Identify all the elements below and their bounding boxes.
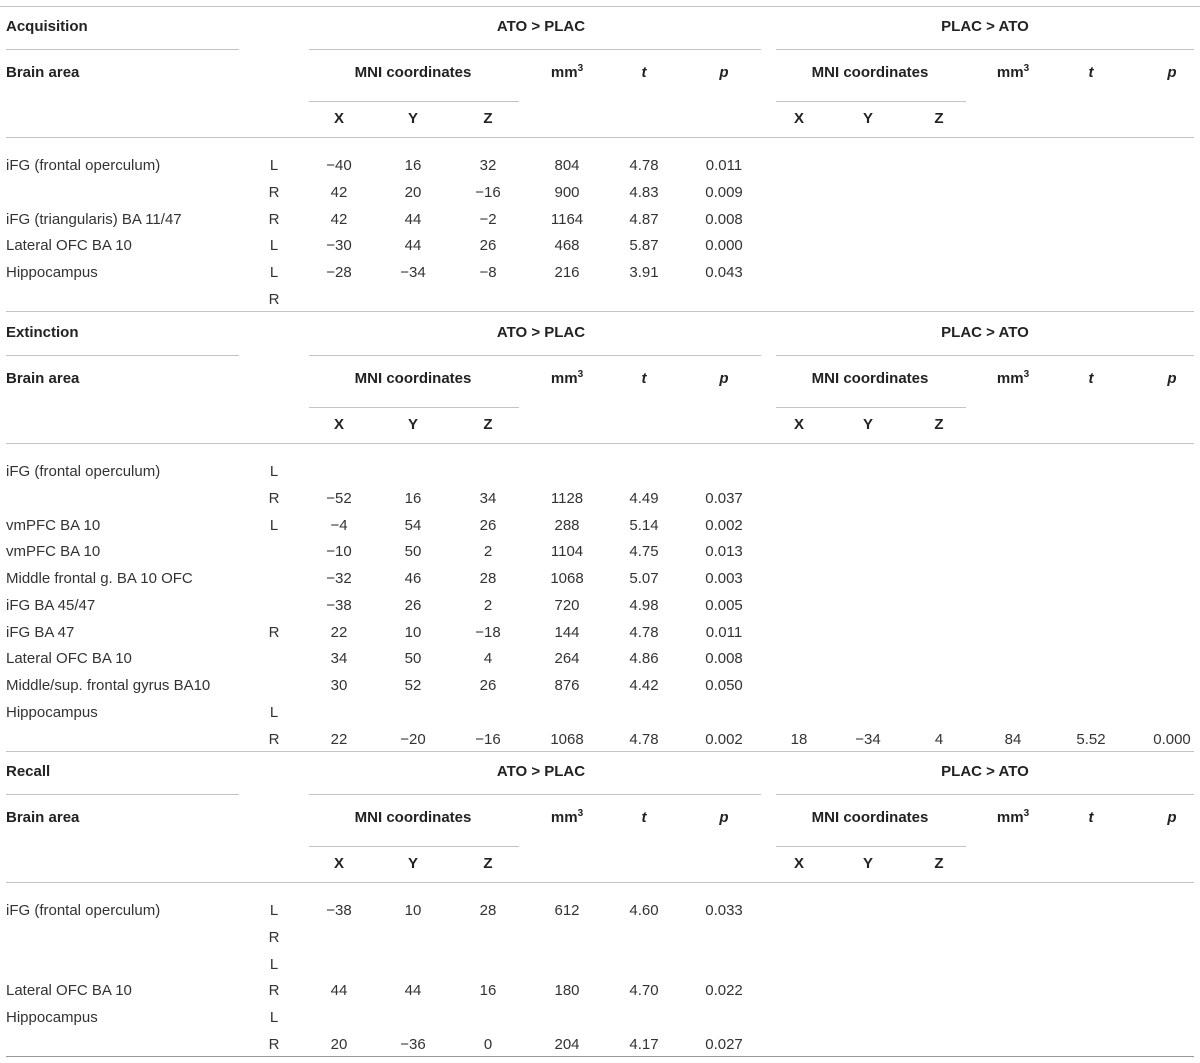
value-cell-z: 28 (479, 902, 497, 919)
brain-area-cell: iFG (frontal operculum) (6, 902, 161, 919)
section-bottom-rule (6, 751, 1194, 752)
brain-area-header: Brain area (6, 809, 80, 826)
value-cell-x: 42 (330, 211, 348, 228)
value-cell-t: 5.07 (629, 570, 659, 587)
side-cell: L (269, 517, 279, 534)
side-cell: L (269, 704, 279, 721)
mm3-header: $mm^3$ (550, 808, 584, 826)
value-cell-z: 2 (483, 597, 493, 614)
value-cell-mm3: 1068 (550, 731, 584, 748)
z-header: Z (483, 416, 493, 433)
value-cell-z: −8 (479, 264, 497, 281)
value-cell-mm3: 1104 (550, 543, 584, 560)
value-cell-x: 34 (330, 650, 348, 667)
mni-header: MNI coordinates (354, 64, 472, 81)
value-cell-p: 0.022 (705, 982, 743, 999)
value-cell-z: 34 (479, 490, 497, 507)
y-header: Y (407, 855, 419, 872)
plac-ato-underline (776, 355, 1194, 356)
mni-underline-right (776, 407, 966, 408)
p-header-right: p (1167, 370, 1177, 387)
x-header: X (333, 416, 345, 433)
value-cell-x: −38 (326, 902, 352, 919)
value-cell-t: 4.98 (629, 597, 659, 614)
value-cell-p: 0.009 (705, 184, 743, 201)
t-header: t (641, 370, 647, 387)
brain-area-header: Brain area (6, 370, 80, 387)
brain-area-cell: iFG BA 45/47 (6, 597, 96, 614)
z-header: Z (483, 110, 493, 127)
brain-area-header: Brain area (6, 64, 80, 81)
value-cell-z: 4 (483, 650, 493, 667)
z-header-right: Z (934, 855, 944, 872)
plac-ato-header: PLAC > ATO (941, 763, 1029, 780)
side-cell: R (268, 982, 280, 999)
value-cell-mm3: 144 (554, 624, 580, 641)
p-header-right: p (1167, 809, 1177, 826)
value-cell-t: 4.86 (629, 650, 659, 667)
value-cell-p: 0.008 (705, 211, 743, 228)
value-cell-p: 0.003 (705, 570, 743, 587)
value-cell-t: 5.87 (629, 237, 659, 254)
value-cell-z: 32 (479, 157, 497, 174)
t-header: t (641, 64, 647, 81)
t-header-right: t (1088, 64, 1094, 81)
ato-plac-underline (309, 355, 761, 356)
brain-area-cell: vmPFC BA 10 (6, 543, 101, 560)
value-cell-x: 22 (330, 624, 348, 641)
value-cell-x: 42 (330, 184, 348, 201)
y-header-right: Y (862, 855, 874, 872)
plac-ato-underline (776, 794, 1194, 795)
value-cell-p: 0.000 (705, 237, 743, 254)
value-cell-mm3: 804 (554, 157, 580, 174)
value-cell-y2: −34 (855, 731, 881, 748)
value-cell-y: 16 (404, 157, 422, 174)
value-cell-x: −28 (326, 264, 352, 281)
value-cell-p: 0.033 (705, 902, 743, 919)
side-cell: R (268, 211, 280, 228)
value-cell-z: 2 (483, 543, 493, 560)
plac-ato-underline (776, 49, 1194, 50)
x-header: X (333, 855, 345, 872)
mm3-header: $mm^3$ (550, 63, 584, 81)
plac-ato-header: PLAC > ATO (941, 324, 1029, 341)
y-header: Y (407, 416, 419, 433)
brain-area-cell: Hippocampus (6, 264, 98, 281)
brain-area-cell: vmPFC BA 10 (6, 517, 101, 534)
section-title: Acquisition (6, 18, 88, 35)
brain-area-cell: iFG BA 47 (6, 624, 75, 641)
value-cell-p: 0.011 (705, 157, 743, 174)
side-cell: L (269, 237, 279, 254)
side-cell: R (268, 929, 280, 946)
value-cell-y: 44 (404, 211, 422, 228)
value-cell-y: 26 (404, 597, 422, 614)
y-header: Y (407, 110, 419, 127)
value-cell-t: 4.87 (629, 211, 659, 228)
value-cell-t: 4.78 (629, 157, 659, 174)
side-cell: L (269, 1009, 279, 1026)
mm3-superscript: 3 (1023, 369, 1030, 380)
value-cell-y: 50 (404, 650, 422, 667)
mm3-superscript: 3 (577, 369, 584, 380)
value-cell-z: −16 (475, 731, 501, 748)
value-cell-y: 10 (404, 902, 422, 919)
side-cell: L (269, 463, 279, 480)
mni-underline-right (776, 846, 966, 847)
brain-area-cell: iFG (frontal operculum) (6, 157, 161, 174)
value-cell-y: −34 (400, 264, 426, 281)
z-header-right: Z (934, 416, 944, 433)
value-cell-x: −40 (326, 157, 352, 174)
p-header: p (719, 64, 729, 81)
value-cell-mm3: 204 (554, 1036, 580, 1053)
side-cell: L (269, 902, 279, 919)
value-cell-z: 28 (479, 570, 497, 587)
value-cell-x: 44 (330, 982, 348, 999)
value-cell-x: 22 (330, 731, 348, 748)
value-cell-p: 0.008 (705, 650, 743, 667)
value-cell-mm3: 612 (554, 902, 580, 919)
mni-header: MNI coordinates (354, 370, 472, 387)
value-cell-z: 16 (479, 982, 497, 999)
section-title: Extinction (6, 324, 79, 341)
value-cell-p2: 0.000 (1153, 731, 1191, 748)
mm3-superscript: 3 (577, 808, 584, 819)
value-cell-x: −10 (326, 543, 352, 560)
value-cell-p: 0.013 (705, 543, 743, 560)
value-cell-mm3: 1068 (550, 570, 584, 587)
value-cell-t: 4.60 (629, 902, 659, 919)
mm3-superscript: 3 (577, 63, 584, 74)
mm3-header-right: $mm^3$ (996, 63, 1030, 81)
value-cell-x: −32 (326, 570, 352, 587)
value-cell-z: 26 (479, 237, 497, 254)
mni-underline-right (776, 101, 966, 102)
value-cell-x2: 18 (790, 731, 808, 748)
brain-area-cell: Lateral OFC BA 10 (6, 982, 132, 999)
header-bottom-rule (6, 882, 1194, 883)
value-cell-x: −38 (326, 597, 352, 614)
side-cell: L (269, 157, 279, 174)
plac-ato-header: PLAC > ATO (941, 18, 1029, 35)
mni-header: MNI coordinates (354, 809, 472, 826)
p-header-right: p (1167, 64, 1177, 81)
t-header-right: t (1088, 370, 1094, 387)
value-cell-p: 0.050 (705, 677, 743, 694)
value-cell-z: −2 (479, 211, 497, 228)
x-header-right: X (793, 855, 805, 872)
value-cell-y: 20 (404, 184, 422, 201)
value-cell-t: 5.14 (629, 517, 659, 534)
value-cell-y: 44 (404, 982, 422, 999)
y-header-right: Y (862, 416, 874, 433)
ato-plac-underline (309, 794, 761, 795)
value-cell-p: 0.002 (705, 517, 743, 534)
mni-header-right: MNI coordinates (811, 64, 929, 81)
value-cell-x: −4 (330, 517, 348, 534)
header-bottom-rule (6, 443, 1194, 444)
brain-area-cell: iFG (frontal operculum) (6, 463, 161, 480)
value-cell-mm3: 180 (554, 982, 580, 999)
value-cell-mm3: 1164 (550, 211, 584, 228)
side-cell: L (269, 264, 279, 281)
section-title: Recall (6, 763, 51, 780)
value-cell-p: 0.043 (705, 264, 743, 281)
value-cell-y: −36 (400, 1036, 426, 1053)
mm3-header: $mm^3$ (550, 369, 584, 387)
p-header: p (719, 809, 729, 826)
brain-area-cell: Lateral OFC BA 10 (6, 237, 132, 254)
value-cell-mm3: 468 (554, 237, 580, 254)
p-header: p (719, 370, 729, 387)
value-cell-mm3: 264 (554, 650, 580, 667)
value-cell-mm3: 288 (554, 517, 580, 534)
value-cell-mm3: 216 (554, 264, 580, 281)
value-cell-t: 4.78 (629, 624, 659, 641)
value-cell-y: 44 (404, 237, 422, 254)
mm3-header-right: $mm^3$ (996, 369, 1030, 387)
mni-underline (309, 101, 519, 102)
value-cell-t2: 5.52 (1076, 731, 1106, 748)
brain-area-cell: Middle/sup. frontal gyrus BA10 (6, 677, 211, 694)
value-cell-y: 54 (404, 517, 422, 534)
value-cell-t: 4.42 (629, 677, 659, 694)
value-cell-t: 3.91 (629, 264, 659, 281)
brain-area-cell: Middle frontal g. BA 10 OFC (6, 570, 193, 587)
ato-plac-header: ATO > PLAC (496, 18, 586, 35)
brain-area-cell: Hippocampus (6, 704, 98, 721)
ato-plac-header: ATO > PLAC (496, 763, 586, 780)
value-cell-p: 0.002 (705, 731, 743, 748)
header-bottom-rule (6, 137, 1194, 138)
side-cell: R (268, 291, 280, 308)
value-cell-x: 20 (330, 1036, 348, 1053)
mni-header-right: MNI coordinates (811, 370, 929, 387)
side-cell: R (268, 184, 280, 201)
value-cell-y: 16 (404, 490, 422, 507)
side-cell: L (269, 956, 279, 973)
value-cell-z: 26 (479, 517, 497, 534)
value-cell-mm3: 1128 (550, 490, 584, 507)
side-cell: R (268, 731, 280, 748)
value-cell-z: −18 (475, 624, 501, 641)
side-cell: R (268, 1036, 280, 1053)
x-header-right: X (793, 416, 805, 433)
section-title-underline (6, 49, 239, 50)
value-cell-x: −52 (326, 490, 352, 507)
value-cell-mm3: 876 (554, 677, 580, 694)
x-header: X (333, 110, 345, 127)
value-cell-mm32: 84 (1004, 731, 1022, 748)
mm3-header-right: $mm^3$ (996, 808, 1030, 826)
value-cell-y: −20 (400, 731, 426, 748)
value-cell-t: 4.78 (629, 731, 659, 748)
value-cell-z: 0 (483, 1036, 493, 1053)
y-header-right: Y (862, 110, 874, 127)
value-cell-t: 4.75 (629, 543, 659, 560)
z-header-right: Z (934, 110, 944, 127)
value-cell-mm3: 720 (554, 597, 580, 614)
brain-area-cell: iFG (triangularis) BA 11/47 (6, 211, 182, 228)
section-title-underline (6, 794, 239, 795)
value-cell-mm3: 900 (554, 184, 580, 201)
brain-area-cell: Hippocampus (6, 1009, 98, 1026)
mni-header-right: MNI coordinates (811, 809, 929, 826)
mm3-superscript: 3 (1023, 808, 1030, 819)
value-cell-y: 10 (404, 624, 422, 641)
value-cell-p: 0.005 (705, 597, 743, 614)
mm3-superscript: 3 (1023, 63, 1030, 74)
value-cell-p: 0.027 (705, 1036, 743, 1053)
value-cell-p: 0.011 (705, 624, 743, 641)
value-cell-t: 4.49 (629, 490, 659, 507)
value-cell-y: 50 (404, 543, 422, 560)
x-header-right: X (793, 110, 805, 127)
section-bottom-rule (6, 1056, 1194, 1057)
value-cell-t: 4.17 (629, 1036, 659, 1053)
mni-underline (309, 407, 519, 408)
value-cell-z: −16 (475, 184, 501, 201)
value-cell-x: 30 (330, 677, 348, 694)
value-cell-p: 0.037 (705, 490, 743, 507)
section-title-underline (6, 355, 239, 356)
t-header: t (641, 809, 647, 826)
value-cell-z: 26 (479, 677, 497, 694)
mni-underline (309, 846, 519, 847)
ato-plac-underline (309, 49, 761, 50)
brain-area-cell: Lateral OFC BA 10 (6, 650, 132, 667)
value-cell-x: −30 (326, 237, 352, 254)
value-cell-t: 4.70 (629, 982, 659, 999)
table-top-rule (0, 6, 1200, 7)
value-cell-y: 52 (404, 677, 422, 694)
z-header: Z (483, 855, 493, 872)
side-cell: R (268, 624, 280, 641)
side-cell: R (268, 490, 280, 507)
section-bottom-rule (6, 311, 1194, 312)
ato-plac-header: ATO > PLAC (496, 324, 586, 341)
value-cell-y: 46 (404, 570, 422, 587)
value-cell-z2: 4 (934, 731, 944, 748)
t-header-right: t (1088, 809, 1094, 826)
value-cell-t: 4.83 (629, 184, 659, 201)
